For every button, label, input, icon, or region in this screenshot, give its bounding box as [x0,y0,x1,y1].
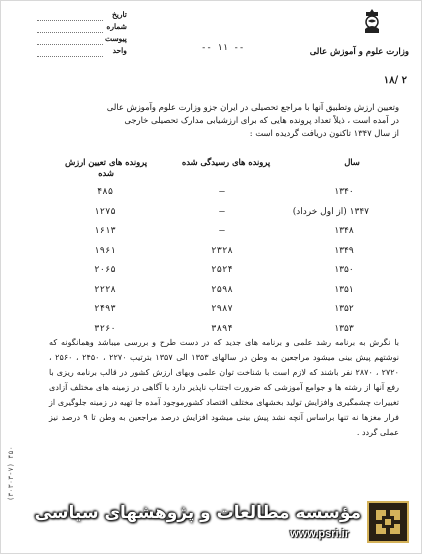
cell-assessed: ۴۸۵ [96,187,114,197]
cell-assessed: ۲۰۶۵ [94,265,116,275]
column-header-arrived: پرونده های رسیدگی شده [181,157,271,167]
cell-arrived: — [219,187,225,197]
column-header-assessed: پرونده های تعیین ارزش شده [64,157,148,178]
body-paragraph: با نگرش به برنامه رشد علمی و برنامه های جدید که در دست طرح و بررسی میباشد وهمانگونه که نوشتهم پیش بینی میشود مراجعین به وطن در سالهای ۱۳۵۳ الی ۱۳۵۷ بترتیب ۲۲۷۰ ، ۲۴۵۰ ، ۲۵۶۰ ، ۲۷۲۰ ، ۲۸۷۰ نفر باشند که لازم است با شناخت توان علمی وبهای ارزش کشور در قالب برنامه ریزی با رفع آنها از رشته ها و جوامع آموزشی که ضرورت اجتناب ناپذیر دارد با آگاهی در زمینه های مختلف آزادی تغییرات چشمگیری وافزایش تولید بخشهای مختلف اقتصاد کشورموجود آمده جا تهیه در زمینه جلوگیری از فرار مغزها نه تنها براساس آنچه نشد پیش بینی میشود افزایش درصد مراجعین به وطن تا ۹ درصد نیز عملی گردد . [49,337,400,437]
cell-year: ۱۳۴۸ [334,226,354,236]
cell-year: ۱۳۵۲ [334,304,354,314]
intro-line: در آمده است ، ذیلاً تعداد پرونده هایی که برای ارزشیابی مدارک تحصیلی خارجی [124,115,399,125]
cell-arrived: — [219,206,225,217]
letter-meta-labels [105,9,127,57]
handwritten-corner-mark: ۱۸/ ۲ [383,75,407,86]
intro-line: وتعیین ارزش وتطبیق آنها با مراجع تحصیلی در ایران جزو وزارت علوم وآموزش عالی [106,102,399,112]
cell-arrived: ۲۹۸۷ [211,304,233,314]
cell-arrived: ۲۵۹۸ [211,284,233,295]
page-number: -- ۱۱ -- [201,43,245,53]
cell-arrived: ۳۸۹۴ [211,323,233,334]
watermark-url: www.psri.ir [290,528,349,540]
cell-arrived: ۲۵۲۴ [211,265,233,275]
cell-year: ۱۳۴۹ [334,245,354,256]
cell-year: ۱۳۴۰ [334,187,354,197]
intro-line: از سال ۱۳۴۷ تاکنون دریافت گردیده است : [249,128,399,138]
meta-label-unit: واحد [112,46,127,55]
table-row [61,302,369,322]
meta-label-date: تاریخ [111,10,127,19]
column-header-year: سال [344,157,360,167]
meta-line [37,33,103,45]
cell-assessed: ۱۶۱۳ [94,226,116,236]
table-row [61,244,369,264]
cell-assessed: ۲۴۹۳ [94,304,116,314]
table-row [61,185,369,205]
lion-and-sun-emblem-icon [359,7,385,37]
letter-meta-lines [37,9,103,57]
meta-line [37,21,103,33]
intro-paragraph [41,101,399,140]
meta-label-number: شماره [106,22,127,31]
meta-line [37,45,103,57]
table-row [61,263,369,283]
table-row [61,283,369,303]
cell-year: ۱۳۵۱ [334,284,354,295]
cell-arrived: ۲۳۲۸ [211,245,233,256]
cell-assessed: ۳۲۶۰ [94,323,116,334]
cell-assessed: ۱۹۶۱ [94,245,116,256]
meta-line [37,9,103,21]
table-header [61,157,369,185]
watermark-title: مؤسسه مطالعات و پژوهشهای سیاسی [34,503,361,523]
cell-assessed: ۲۲۲۸ [94,284,116,295]
institute-logo-icon [367,501,409,543]
ministry-title: وزارت علوم و آموزش عالی [309,47,409,57]
meta-label-attachment: پیوست [105,34,127,43]
table-row [61,224,369,244]
table-row [61,205,369,225]
cell-arrived: — [219,226,225,236]
statistics-table [61,157,369,341]
side-reference-note: (۳۰۳۰۳-۷) ۴۵۰ [7,446,15,501]
cell-year: ۱۳۵۳ [334,323,354,334]
watermark [34,495,415,549]
cell-assessed: ۱۲۷۵ [94,206,116,217]
cell-year: ۱۳۴۷ (از اول خرداد) [292,206,369,217]
cell-year: ۱۳۵۰ [334,265,354,275]
